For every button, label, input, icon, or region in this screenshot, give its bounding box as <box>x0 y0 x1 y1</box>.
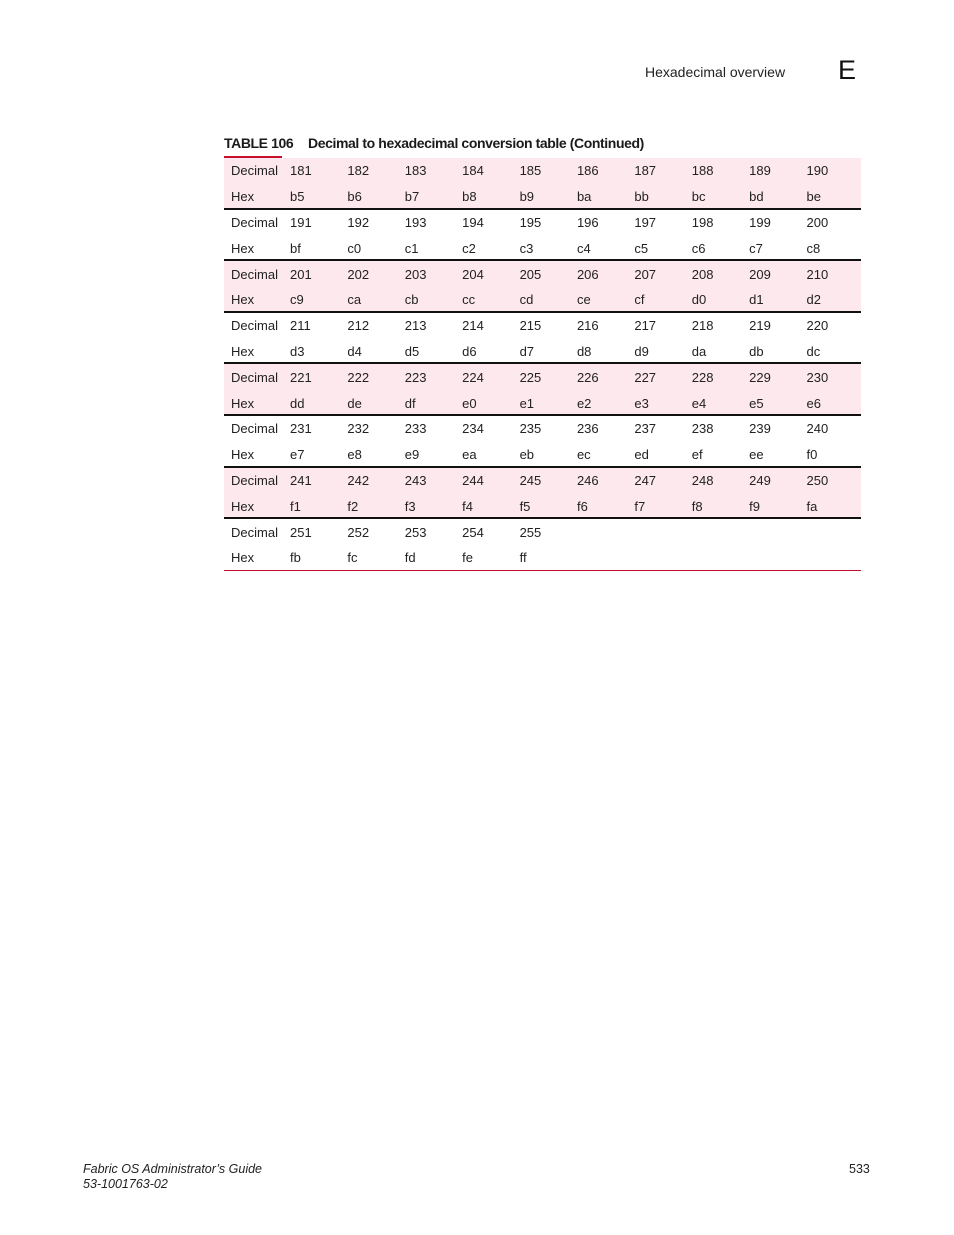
decimal-cell: 234 <box>462 421 484 437</box>
decimal-row <box>224 313 861 339</box>
decimal-cell: 252 <box>347 524 370 540</box>
hex-cell: bc <box>691 189 706 205</box>
hex-cell: fa <box>806 498 818 514</box>
decimal-cell: 184 <box>462 163 484 179</box>
hex-cell: b7 <box>404 189 420 205</box>
row-label: Hex <box>231 498 255 514</box>
hex-cell: e3 <box>634 395 649 411</box>
table-row-group <box>224 158 861 210</box>
decimal-cell: 220 <box>806 318 829 334</box>
decimal-cell: 223 <box>404 369 427 385</box>
hex-row <box>224 235 861 261</box>
decimal-cell: 187 <box>634 163 657 179</box>
hex-cell: dd <box>290 395 305 411</box>
decimal-cell: 212 <box>347 318 370 334</box>
hex-cell: ef <box>691 447 703 463</box>
hex-cell: c3 <box>519 240 534 256</box>
hex-cell: cc <box>462 292 476 308</box>
hex-cell: ff <box>519 550 527 566</box>
hex-cell: e5 <box>749 395 764 411</box>
decimal-cell: 208 <box>691 266 714 282</box>
hex-cell: b8 <box>462 189 477 205</box>
hex-cell: d7 <box>519 343 535 359</box>
hex-cell: f6 <box>576 498 588 514</box>
appendix-letter: E <box>838 55 857 85</box>
decimal-cell: 217 <box>634 318 657 334</box>
decimal-cell: 185 <box>519 163 542 179</box>
decimal-cell: 237 <box>634 421 657 437</box>
hex-cell: f5 <box>519 498 531 514</box>
hex-cell: c4 <box>576 240 591 256</box>
hex-cell: e8 <box>347 447 362 463</box>
decimal-cell: 199 <box>749 214 771 230</box>
decimal-cell: 228 <box>691 369 714 385</box>
hex-row <box>224 390 861 416</box>
decimal-cell: 192 <box>347 214 370 230</box>
decimal-cell: 244 <box>462 472 484 488</box>
decimal-cell: 230 <box>806 369 829 385</box>
decimal-cell: 249 <box>749 472 771 488</box>
table-row-group <box>224 519 861 571</box>
row-label: Decimal <box>231 472 278 488</box>
decimal-cell: 238 <box>691 421 714 437</box>
hex-cell: d2 <box>806 292 821 308</box>
hex-cell: d9 <box>634 343 649 359</box>
hex-cell: c6 <box>691 240 706 256</box>
hex-row <box>224 287 861 313</box>
row-label: Decimal <box>231 214 278 230</box>
decimal-row <box>224 158 861 184</box>
hex-cell: e6 <box>806 395 821 411</box>
decimal-cell: 197 <box>634 214 657 230</box>
decimal-cell: 219 <box>749 318 771 334</box>
row-label: Hex <box>231 240 255 256</box>
decimal-cell: 211 <box>290 318 311 334</box>
decimal-cell: 213 <box>404 318 427 334</box>
decimal-cell: 198 <box>691 214 714 230</box>
decimal-cell: 243 <box>404 472 427 488</box>
decimal-cell: 214 <box>462 318 484 334</box>
decimal-row <box>224 364 861 390</box>
decimal-row <box>224 261 861 287</box>
hex-cell: ce <box>576 292 591 308</box>
decimal-cell: 247 <box>634 472 657 488</box>
hex-cell: c8 <box>806 240 821 256</box>
decimal-cell: 181 <box>290 163 312 179</box>
hex-cell: e4 <box>691 395 707 411</box>
row-label: Decimal <box>231 369 278 385</box>
decimal-cell: 240 <box>806 421 829 437</box>
decimal-cell: 245 <box>519 472 542 488</box>
hex-cell: e2 <box>576 395 592 411</box>
decimal-cell: 251 <box>290 524 312 540</box>
row-label: Hex <box>231 447 255 463</box>
row-label: Decimal <box>231 266 278 282</box>
hex-cell: b9 <box>519 189 535 205</box>
hex-cell: f2 <box>347 498 359 514</box>
table-row-group <box>224 416 861 468</box>
hex-cell: f9 <box>749 498 760 514</box>
table-caption-text: Decimal to hexadecimal conversion table (Continued) <box>308 135 644 151</box>
decimal-cell: 216 <box>576 318 599 334</box>
decimal-cell: 189 <box>749 163 771 179</box>
hex-cell: e9 <box>404 447 420 463</box>
decimal-row <box>224 519 861 545</box>
hex-cell: f1 <box>290 498 301 514</box>
row-label: Decimal <box>231 524 278 540</box>
row-label: Hex <box>231 292 255 308</box>
decimal-cell: 210 <box>806 266 829 282</box>
hex-cell: db <box>749 343 764 359</box>
hex-row <box>224 493 861 519</box>
section-title: Hexadecimal overview <box>645 64 786 80</box>
table-caption-label: TABLE 106 <box>224 135 294 151</box>
footer-page-number: 533 <box>849 1162 870 1176</box>
hex-cell: f7 <box>634 498 646 514</box>
hex-cell: fd <box>404 550 416 566</box>
decimal-cell: 241 <box>290 472 312 488</box>
decimal-cell: 246 <box>576 472 599 488</box>
hex-cell: fc <box>347 550 358 566</box>
decimal-cell: 255 <box>519 524 542 540</box>
hex-cell: c5 <box>634 240 649 256</box>
hex-cell: d5 <box>404 343 420 359</box>
hex-cell: be <box>806 189 821 205</box>
decimal-cell: 201 <box>290 266 312 282</box>
table-row-group <box>224 468 861 520</box>
hex-cell: bf <box>290 240 301 256</box>
row-label: Hex <box>231 550 255 566</box>
conversion-table <box>224 158 861 571</box>
hex-cell: b5 <box>290 189 305 205</box>
decimal-cell: 226 <box>576 369 599 385</box>
hex-cell: da <box>691 343 707 359</box>
hex-cell: ca <box>347 292 362 308</box>
decimal-cell: 209 <box>749 266 771 282</box>
footer-doc-number: 53-1001763-02 <box>83 1177 168 1191</box>
hex-cell: ea <box>462 447 477 463</box>
decimal-cell: 227 <box>634 369 657 385</box>
hex-cell: ee <box>749 447 764 463</box>
decimal-cell: 205 <box>519 266 542 282</box>
decimal-cell: 236 <box>576 421 599 437</box>
hex-cell: bd <box>749 189 764 205</box>
decimal-cell: 215 <box>519 318 542 334</box>
decimal-cell: 222 <box>347 369 370 385</box>
decimal-cell: 190 <box>806 163 829 179</box>
row-label: Decimal <box>231 318 278 334</box>
hex-cell: eb <box>519 447 535 463</box>
decimal-cell: 231 <box>290 421 312 437</box>
decimal-cell: 204 <box>462 266 484 282</box>
table-row-group <box>224 364 861 416</box>
decimal-cell: 182 <box>347 163 370 179</box>
decimal-cell: 254 <box>462 524 484 540</box>
hex-cell: cf <box>634 292 645 308</box>
hex-cell: e0 <box>462 395 477 411</box>
decimal-cell: 248 <box>691 472 714 488</box>
decimal-row <box>224 468 861 494</box>
hex-cell: cb <box>404 292 419 308</box>
hex-cell: cd <box>519 292 534 308</box>
decimal-cell: 233 <box>404 421 427 437</box>
decimal-row <box>224 416 861 442</box>
hex-cell: c2 <box>462 240 476 256</box>
decimal-cell: 229 <box>749 369 771 385</box>
hex-cell: bb <box>634 189 649 205</box>
hex-cell: c7 <box>749 240 763 256</box>
footer-guide-title: Fabric OS Administrator’s Guide <box>83 1162 262 1176</box>
hex-cell: ed <box>634 447 649 463</box>
decimal-cell: 221 <box>290 369 312 385</box>
decimal-cell: 206 <box>576 266 599 282</box>
decimal-cell: 183 <box>404 163 427 179</box>
decimal-cell: 207 <box>634 266 657 282</box>
decimal-cell: 239 <box>749 421 771 437</box>
hex-cell: fb <box>290 550 301 566</box>
decimal-cell: 191 <box>290 214 312 230</box>
decimal-cell: 196 <box>576 214 599 230</box>
decimal-cell: 253 <box>404 524 427 540</box>
hex-cell: ba <box>576 189 592 205</box>
hex-row <box>224 442 861 468</box>
decimal-cell: 218 <box>691 318 714 334</box>
hex-cell: f8 <box>691 498 703 514</box>
hex-cell: f3 <box>404 498 416 514</box>
decimal-cell: 235 <box>519 421 542 437</box>
hex-cell: c1 <box>404 240 419 256</box>
hex-cell: c0 <box>347 240 362 256</box>
row-label: Decimal <box>231 421 278 437</box>
decimal-cell: 225 <box>519 369 542 385</box>
hex-cell: dc <box>806 343 821 359</box>
row-label: Hex <box>231 395 255 411</box>
table-caption <box>224 135 644 151</box>
decimal-cell: 186 <box>576 163 599 179</box>
hex-cell: de <box>347 395 362 411</box>
hex-row <box>224 545 861 571</box>
decimal-cell: 188 <box>691 163 714 179</box>
table-row-group <box>224 261 861 313</box>
hex-cell: d4 <box>347 343 362 359</box>
decimal-cell: 194 <box>462 214 484 230</box>
hex-cell: d8 <box>576 343 592 359</box>
decimal-cell: 232 <box>347 421 370 437</box>
decimal-cell: 200 <box>806 214 829 230</box>
hex-cell: d0 <box>691 292 707 308</box>
hex-cell: f0 <box>806 447 818 463</box>
hex-cell: d1 <box>749 292 764 308</box>
table-row-group <box>224 210 861 262</box>
hex-cell: b6 <box>347 189 362 205</box>
hex-cell: d3 <box>290 343 305 359</box>
hex-cell: e7 <box>290 447 305 463</box>
row-label: Decimal <box>231 163 278 179</box>
hex-row <box>224 184 861 210</box>
hex-cell: fe <box>462 550 474 566</box>
hex-cell: f4 <box>462 498 474 514</box>
table-row-group <box>224 313 861 365</box>
hex-cell: df <box>404 395 416 411</box>
hex-cell: d6 <box>462 343 477 359</box>
decimal-cell: 203 <box>404 266 427 282</box>
decimal-cell: 250 <box>806 472 829 488</box>
decimal-cell: 242 <box>347 472 370 488</box>
hex-cell: e1 <box>519 395 535 411</box>
row-label: Hex <box>231 343 255 359</box>
row-label: Hex <box>231 189 255 205</box>
decimal-cell: 202 <box>347 266 370 282</box>
hex-cell: c9 <box>290 292 304 308</box>
decimal-row <box>224 210 861 236</box>
decimal-cell: 224 <box>462 369 484 385</box>
decimal-cell: 195 <box>519 214 542 230</box>
decimal-cell: 193 <box>404 214 427 230</box>
hex-cell: ec <box>576 447 591 463</box>
hex-row <box>224 339 861 365</box>
